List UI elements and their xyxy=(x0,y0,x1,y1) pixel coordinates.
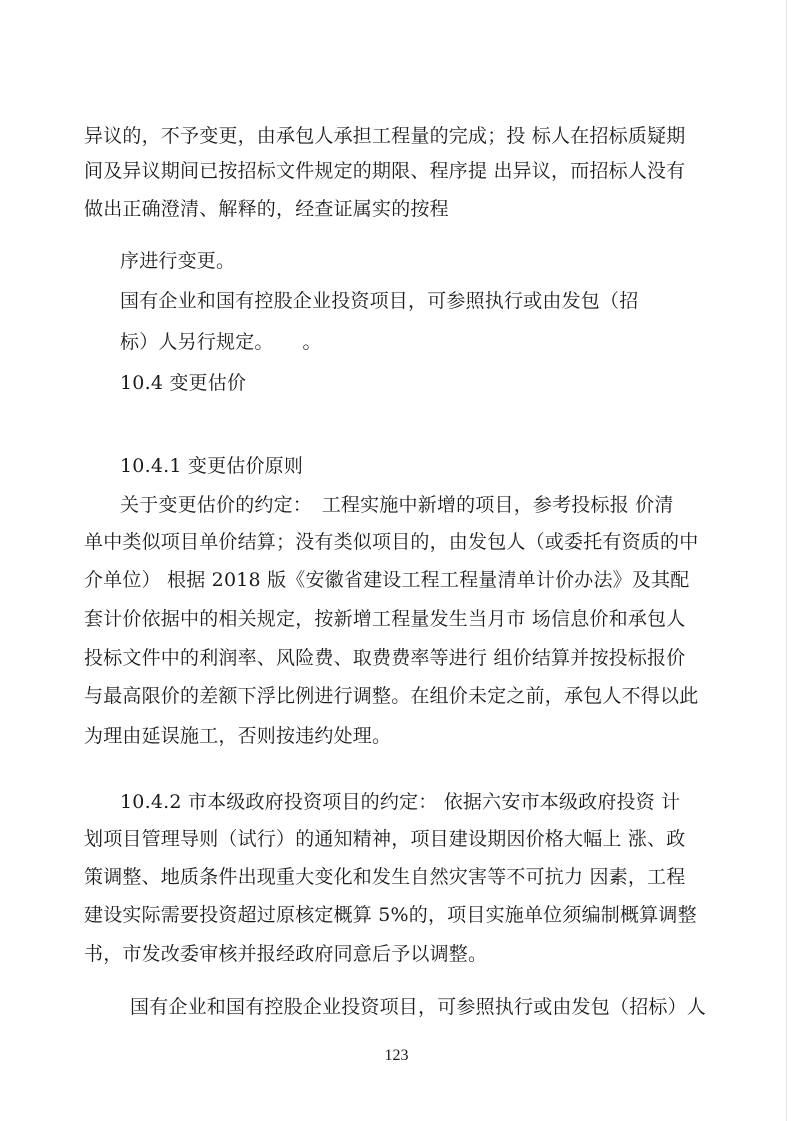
scan-edge-line xyxy=(786,0,787,1121)
text-line-21: 国有企业和国有控股企业投资项目，可参照执行或由发包（招标）人 xyxy=(130,996,707,1018)
text-line-3: 做出正确澄清、解释的，经查证属实的按程 xyxy=(84,198,449,220)
text-line-15: 为理由延误施工，否则按违约处理。 xyxy=(84,725,392,747)
text-line-17: 划项目管理导则（试行）的通知精神，项目建设期因价格大幅上 涨、政 xyxy=(84,828,686,850)
text-line-1: 异议的，不予变更，由承包人承担工程量的完成；投 标人在招标质疑期 xyxy=(84,125,686,147)
text-line-2: 间及异议期间已按招标文件规定的期限、程序提 出异议，而招标人没有 xyxy=(84,160,686,182)
text-line-5: 国有企业和国有控股企业投资项目，可参照执行或由发包（招 xyxy=(120,290,639,312)
text-line-9: 关于变更估价的约定： 工程实施中新增的项目，参考投标报 价清 xyxy=(120,494,674,516)
text-line-19: 建设实际需要投资超过原核定概算 5%的，项目实施单位须编制概算调整 xyxy=(84,904,697,926)
text-line-14: 与最高限价的差额下浮比例进行调整。在组价未定之前，承包人不得以此 xyxy=(84,685,699,707)
text-line-12: 套计价依据中的相关规定，按新增工程量发生当月市 场信息价和承包人 xyxy=(84,608,686,630)
text-line-10: 单中类似项目单价结算；没有类似项目的，由发包人（或委托有资质的中 xyxy=(84,531,699,553)
text-line-16: 10.4.2 市本级政府投资项目的约定： 依据六安市本级政府投资 计 xyxy=(120,791,681,813)
text-line-11: 介单位） 根据 2018 版《安徽省建设工程工程量清单计价办法》及其配 xyxy=(84,569,690,591)
section-heading-10-4: 10.4 变更估价 xyxy=(120,372,247,394)
page-number: 123 xyxy=(384,1047,409,1064)
section-heading-10-4-1: 10.4.1 变更估价原则 xyxy=(120,455,304,477)
text-line-4: 序进行变更。 xyxy=(120,250,236,272)
text-line-18: 策调整、地质条件出现重大变化和发生自然灾害等不可抗力 因素，工程 xyxy=(84,866,686,888)
text-line-20: 书，市发改委审核并报经政府同意后予以调整。 xyxy=(84,943,488,965)
text-line-13: 投标文件中的利润率、风险费、取费费率等进行 组价结算并按投标报价 xyxy=(84,647,686,669)
text-line-6: 标）人另行规定。 。 xyxy=(120,331,322,353)
